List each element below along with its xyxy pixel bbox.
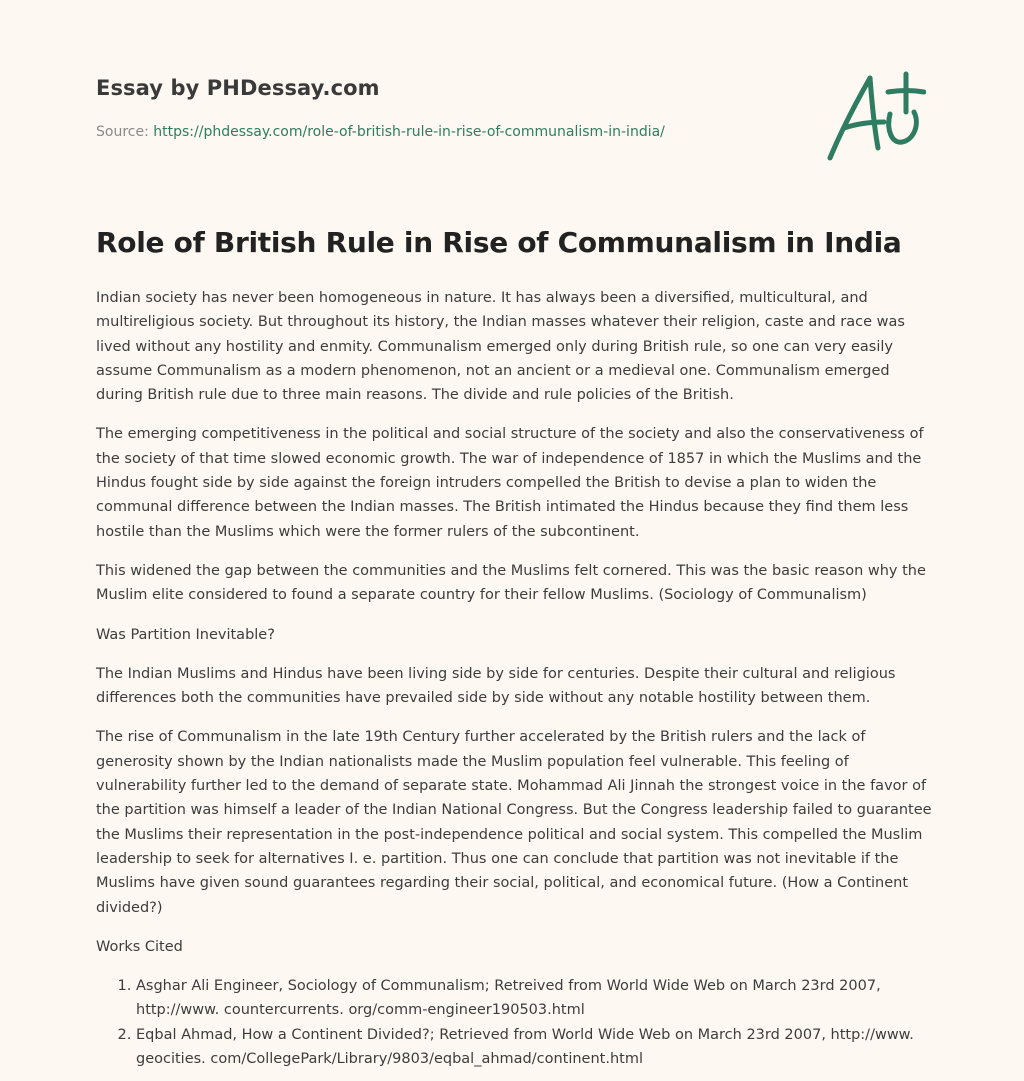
paragraph-2: The emerging competitiveness in the political and social structure of the society and also the conservativeness of the society of that time slowed economic growth. The war of independence of 1857 in which the Muslims and the Hindus fought side by side against the foreign intruders compelled the British to devise a plan to widen the communal difference between the Indian masses. The British intimated the Hindus because they find them less hostile than the Muslims which were the former rulers of the subcontinent. <box>96 426 924 540</box>
source-label: Source: <box>96 124 149 140</box>
citation-item: 1. Asghar Ali Engineer, Sociology of Communalism; Retreived from World Wide Web on March 23rd 2007, http://www. countercurrents. org/comm-engineer190503.html <box>136 974 932 1023</box>
source-link[interactable]: https://phdessay.com/role-of-british-rule-in-rise-of-communalism-in-india/ <box>153 124 665 140</box>
section-heading-partition: Was Partition Inevitable? <box>96 626 275 643</box>
a-plus-logo-icon <box>822 68 926 164</box>
paragraph-3: This widened the gap between the communities and the Muslims felt cornered. This was the basic reason why the Muslim elite considered to found a separate country for their fellow Muslims. (Sociology of Communalism) <box>96 562 926 604</box>
essay-title: Role of British Rule in Rise of Communalism in India <box>96 226 902 259</box>
paragraph-4: The Indian Muslims and Hindus have been living side by side for centuries. Despite their cultural and religious differences both the communities have prevailed side by side without any notable hostility between them. <box>96 665 896 707</box>
citation-item: 2. Eqbal Ahmad, How a Continent Divided?; Retrieved from World Wide Web on March 23rd 2007, http://www. geocities. com/CollegePark/Library/9803/eqbal_ahmad/continent.html <box>136 1023 932 1072</box>
paragraph-5: The rise of Communalism in the late 19th Century further accelerated by the British rulers and the lack of generosity shown by the Indian nationalists made the Muslim population feel vulnerable. This feeling of vulnerability further led to the demand of separate state. Mohammad Ali Jinnah the strongest voice in the favor of the partition was himself a leader of the Indian National Congress. But the Congress leadership failed to guarantee the Muslims their representation in the post-independence political and social system. This compelled the Muslim leadership to seek for alternatives I. e. partition. Thus one can conclude that partition was not inevitable if the Muslims have given sound guarantees regarding their social, political, and economical future. (How a Continent divided?) <box>96 729 932 916</box>
works-cited-list <box>96 974 932 1071</box>
works-cited-heading: Works Cited <box>96 938 183 955</box>
source-line <box>96 124 665 140</box>
brand-title: Essay by PHDessay.com <box>96 76 380 100</box>
essay-body <box>96 286 932 1071</box>
paragraph-1: Indian society has never been homogeneous in nature. It has always been a diversified, multicultural, and multireligious society. But throughout its history, the Indian masses whatever their religion, caste and race was lived without any hostility and enmity. Communalism emerged only during British rule, so one can very easily assume Communalism as a modern phenomenon, not an ancient or a medieval one. Communalism emerged during British rule due to three main reasons. The divide and rule policies of the British. <box>96 290 905 404</box>
